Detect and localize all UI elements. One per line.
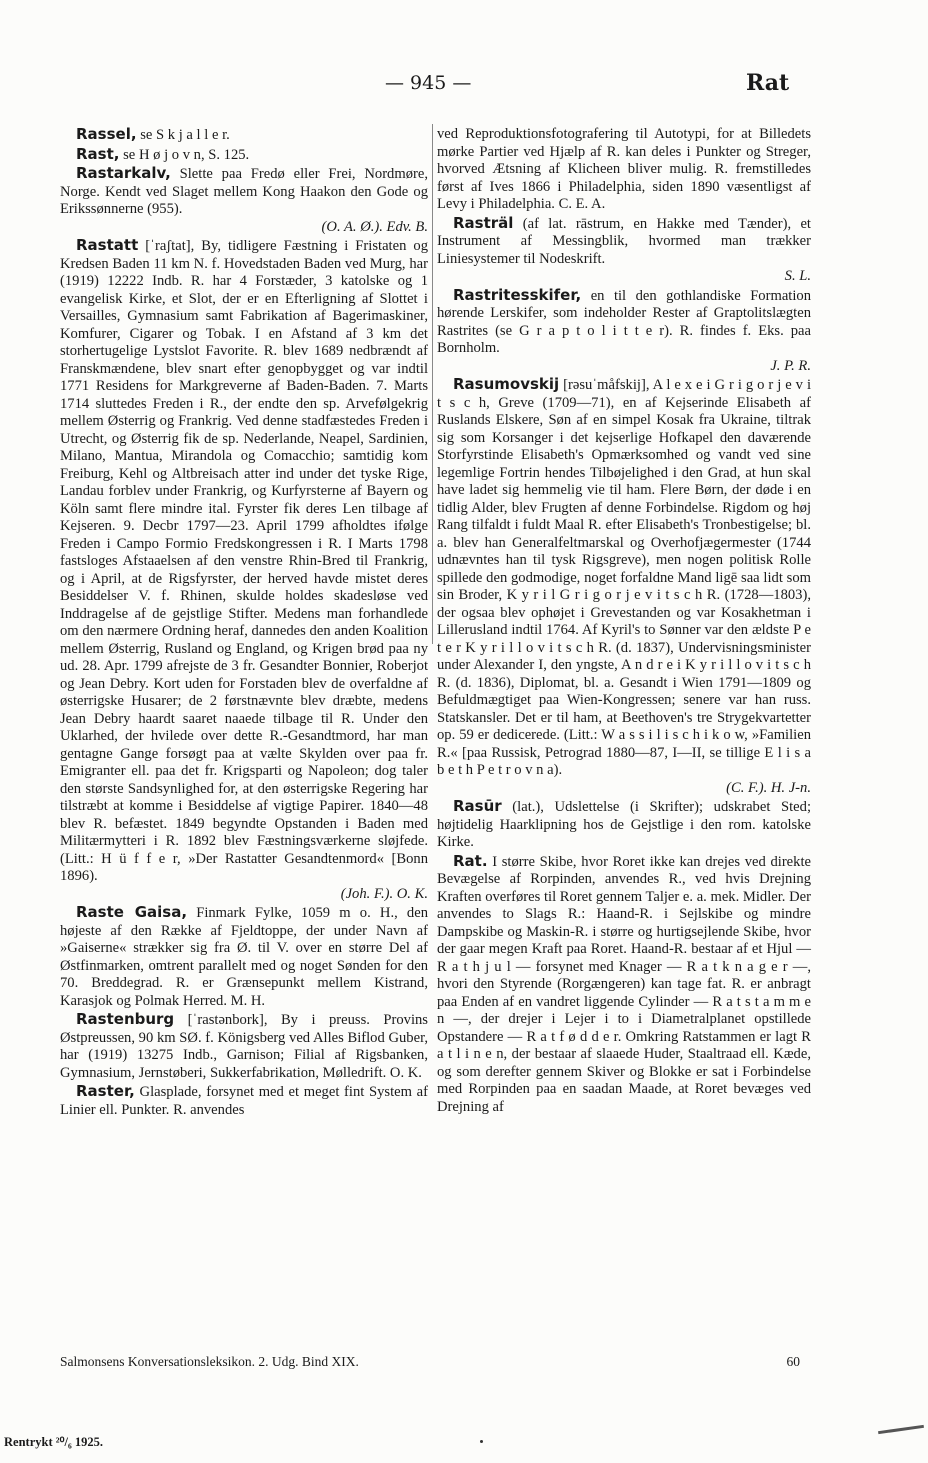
- entry-signature: (O. A. Ø.). Edv. B.: [321, 218, 428, 235]
- entry-text: se S k j a l l e r.: [136, 127, 230, 143]
- entry-text: [rəsuˈmåfskij], A l e x e i G r i g o r j e v i t s c h, Greve (1709—71), en af Kejserinde Elisabeth af Ruslands Elskere, Søn af en simpel Kosak fra Ukraine, tiltrak sig som Korsanger i det kejserlige Hofkapel den daværende Storfyrstinde Elisabeth's Opmærksomhed og vandt ved sine legemlige Fortrin hendes Tilbøjelighed i den Grad, at hun skal have ladet sig hemmelig vie til ham. Flere Børn, der døde i en tidlig Alder, blev Frugten af denne Forbindelse. Rigdom og høj Rang tilfaldt i fuldt Maal R. efter Elisabeth's Tronbestigelse; bl. a. blev han Generalfeltmarskal og Overhofjægermester (1744 udnævntes han til tysk Rigsgreve), men nogen politisk Rolle spillede den godmodige, noget forfaldne Mand ligē saa lidt som sin Broder, K y r i l G r i g o r j e v i t s c h R. (1728—1803), der ogsaa blev ophøjet i Grevestanden og var Kosakhetman i Lillerusland indtil 1764. Af Kyril's to Sønner var den ældste P e t e r K y r i l l o v i t s c h R. (d. 1837), Undervisningsminister under Alexander I, den yngste, A n d r e i K y r i l l o v i t s c h R. (d. 1836), Diplomat, bl. a. Gesandt i Wien 1791—1809 og Befuldmægtiget paa Wien-Kongressen; senere var han russ. Statskansler. Det er til ham, at Beethoven's tre Strygekvartetter op. 59 er dedicerede. (Litt.: W a s s i l i s c h i k o w, »Familien R.« [paa Russisk, Petrograd 1880—87, I—II, se tillige E l i s a b e t h P e t r o v n a).: [437, 377, 811, 778]
- dictionary-entry: [60, 1011, 428, 1082]
- entry-text: [ˈraʃtat], By, tidligere Fæstning i Fristaten og Kredsen Baden 11 km N. f. Hovedstaden Baden ved Murg, har (1919) 12222 Indb. R. har 4 Forstæder, 3 katolske og 1 evangelisk Kirke, et Slot, der er en Efterligning af Slottet i Versailles, Gymnasium samt Fabrikation af Bagerimaskiner, Komfurer, Cigarer og Tobak. I en Afstand af 3 km det storhertugelige Lystslot Favorite. R. blev 1689 nedbrændt af Franskmændene, blev snart efter genopbygget og var indtil 1771 Residens for Markgreverne af Baden-Baden. 7. Marts 1714 sluttedes Freden i R., der endte den sp. Arvefølgekrig mellem Østerrig og Frankrig. Ved denne stadfæstedes Freden i Utrecht, og Østerrig fik de sp. Nederlande, Neapel, Sardinien, Milano, Mantua, Mirandola og Comacchio; samtidig kom Freiburg, Kehl og Altbreisach atter ind under det tyske Rige, Landau forblev under Frankrig, og Kurfyrsterne af Bayern og Köln samt flere mindre ital. Fyrster fik deres Len tilbage af Kejseren. 9. Decbr 1797—23. April 1799 afholdtes ifølge Freden i Campo Formio Fredskongressen i R. I Marts 1798 fastsloges Afstaaelsen af den venstre Rhin-Bred til Frankrig, og i April, at de Rigsfyrster, der herved havde mistet deres Besiddelser V. f. Rhinen, skulde holdes skadesløse ved Inddragelse af de gejstlige Stifter. Medens man forhandlede om den nærmere Ordning heraf, dannedes den anden Koalition mellem Østerrig, Rusland og England, og Krigen brød paa ny ud. 28. Apr. 1799 afrejste de 3 fr. Gesandter Bonnier, Roberjot og Jean Debry. Kort uden for Forstaden blev de overfaldne af østerrigske Husarer; de 2 førstnævnte blev dræbte, medens Jean Debry haardt saaret naaede tilbage til R. Under den Uklarhed, der hvilede over dette R.-Gesandtmord, har man gentagne Gange forsøgt paa at vælte Skylden over paa fr. Emigranter ell. paa det fr. Krigsparti og Napoleon; dog taler den største Sandsynlighed for, at den østerrigske Regering har tilstræbt at komme i Besiddelse af vigtige Papirer. 1840—48 blev R. befæstet. 1849 begyndte Opstanden i Baden med Militærmytteri i R. 1892 blev Fæstningsværkerne sløjfede. (Litt.: H ü f f e r, »Der Rastatter Gesandtenmord« [Bonn 1896).: [60, 238, 428, 884]
- entry-headword: Rasträl: [453, 213, 514, 232]
- entry-text: Glasplade, forsynet med et meget fint System af Linier ell. Punkter. R. anvendes: [60, 1084, 428, 1118]
- entry-headword: Rassel,: [76, 125, 137, 143]
- entry-headword: Raste Gaisa,: [76, 903, 188, 921]
- entry-headword: Rast,: [76, 144, 120, 163]
- entry-signature: (Joh. F.). O. K.: [340, 885, 428, 902]
- dictionary-entry: [60, 146, 428, 165]
- entry-signature: (C. F.). H. J-n.: [726, 779, 811, 796]
- dictionary-entry: [437, 287, 811, 376]
- entry-signature: S. L.: [784, 268, 811, 284]
- page-number: — 945 —: [385, 72, 472, 94]
- right-column: [437, 126, 811, 1117]
- dictionary-entry: [60, 1083, 428, 1119]
- entry-text: ved Reproduktionsfotografering til Autotypi, for at Billedets mørke Partier ved Hjælp af R. kan deles i Punkter og Streger, hvorved Ætsning af Klicheen bliver mulig. R. fremstilledes først af Ives 1866 i Philadelphia, siden 1890 væsentligst af Levy i Philadelphia. C. E. A.: [437, 126, 811, 212]
- running-head: Rat: [746, 70, 790, 96]
- left-column: [60, 126, 428, 1120]
- dictionary-entry: [437, 853, 811, 1117]
- entry-signature: J. P. R.: [770, 357, 811, 374]
- entry-headword: Rastarkalv,: [76, 164, 171, 182]
- entry-headword: Rastritesskifer,: [453, 285, 582, 304]
- dictionary-entry: [437, 798, 811, 852]
- entry-text: (af lat. rāstrum, en Hakke med Tænder), et Instrument af Messingblik, hvormed man trækker Liniesystemer til Nodeskrift.: [437, 215, 811, 267]
- entry-headword: Rasumovskij: [453, 375, 560, 393]
- dictionary-entry: [437, 376, 811, 797]
- dictionary-entry: [60, 126, 428, 145]
- page-header: [0, 72, 928, 102]
- entry-text: [ˈrastənbork], By i preuss. Provins Østpreussen, 90 km SØ. f. Königsberg ved Alles Biflod Guber, har (1919) 13275 Indb., Garnison; Filial af Rigsbanken, Gymnasium, Jernstøberi, Sukkerfabrikation, Mølledrift. O. K.: [60, 1012, 428, 1081]
- dictionary-entry: [60, 165, 428, 236]
- dictionary-entry: [437, 126, 811, 214]
- scan-dot: [480, 1440, 483, 1443]
- signature-mark: 60: [786, 1354, 800, 1369]
- entry-text: se H ø j o v n, S. 125.: [119, 146, 250, 163]
- dictionary-entry: [437, 215, 811, 286]
- entry-headword: Rat.: [453, 851, 488, 870]
- entry-text: Slette paa Fredø eller Frei, Nordmøre, Norge. Kendt ved Slaget mellem Kong Haakon den Gode og Erikssønnerne (955).: [60, 166, 428, 217]
- publication-line: Salmonsens Konversationsleksikon. 2. Udg. Bind XIX.: [60, 1354, 359, 1369]
- dictionary-entry: [60, 904, 428, 1010]
- entry-headword: Rastatt: [76, 236, 139, 254]
- entry-headword: Raster,: [76, 1082, 135, 1100]
- page-footer: [60, 1354, 840, 1370]
- scan-smudge: [878, 1425, 924, 1434]
- reprint-note: Rentrykt ²⁰/₆ 1925.: [4, 1435, 103, 1449]
- entry-text: (lat.), Udslettelse (i Skrifter); udskrabet Sted; højtidelig Haarklipning hos de Gejstlige i den rom. katolske Kirke.: [437, 799, 811, 850]
- entry-text: Finmark Fylke, 1059 m o. H., den højeste af den Række af Fjeldtoppe, der under Navn af »Gaiserne« strækker sig fra Ø. til V. over en større Del af Østfinmarken, omtrent parallelt med og noget Sønden for den 70. Breddegrad. R. er Grænsepunkt mellem Kistrand, Karasjok og Polmak Herred. M. H.: [60, 905, 428, 1009]
- entry-headword: Rastenburg: [76, 1010, 175, 1028]
- entry-text: I større Skibe, hvor Roret ikke kan drejes ved direkte Bevægelse af Rorpinden, anvendes R., ved hvis Drejning Kraften overføres til Roret gennem Taljer e. a. mek. Midler. Der anvendes to Slags R.: Haand-R. i Sejlskibe og mindre Dampskibe og Maskin-R. i større og hurtigsejlende Skibe, hvor der gaar megen Kraft paa Roret. Haand-R. bestaar af et Hjul — R a t h j u l — forsynet med Knager — R a t k n a g e r —, hvori den Styrende (Rorgængeren) kan tage fat. R. er anbragt paa Enden af en vandret liggende Cylinder — R a t s t a m m e n —, der drejer i Lejer i to i Diametralplanet opstillede Opstandere — R a t f ø d d e r. Omkring Ratstammen er lagt R a t l i n e n, der bestaar af slaaede Huder, Staaltraad ell. Kæde, og som derefter gennem Skiver og Blokke er sat i Forbindelse med Rorpinden paa en saadan Maade, at Roret bevæges ved Drejning af: [437, 853, 811, 1115]
- entry-text: en til den gothlandiske Formation hørende Lerskifer, som indeholder Rester af Graptolitslægten Rastrites (se G r a p t o l i t t e r). R. findes f. Eks. paa Bornholm.: [437, 287, 811, 356]
- dictionary-entry: [60, 237, 428, 903]
- entry-headword: Rasūr: [453, 797, 502, 815]
- column-rule: [432, 124, 433, 644]
